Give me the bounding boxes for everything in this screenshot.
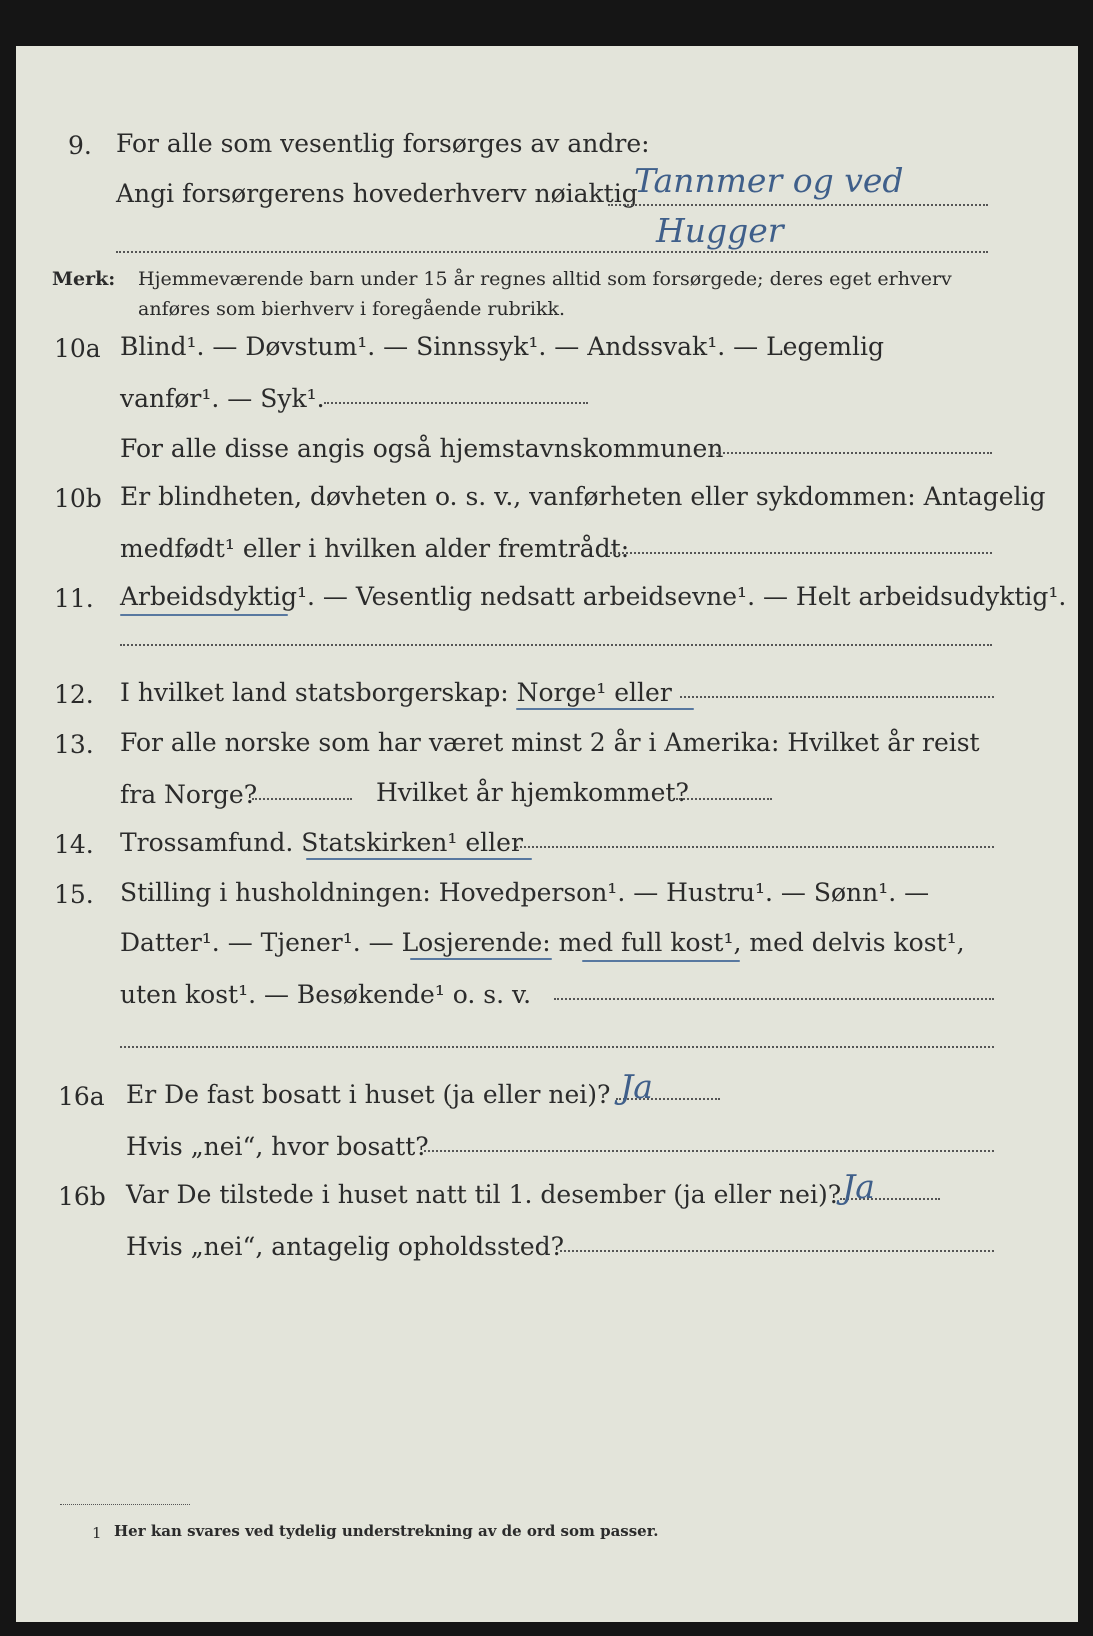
q16a-number: 16a	[58, 1082, 105, 1111]
q16b-line1: Var De tilstede i huset natt til 1. desember (ja eller nei)?	[126, 1180, 842, 1209]
q10a-line1: Blind¹. — Døvstum¹. — Sinnssyk¹. — Andssvak¹. — Legemlig	[120, 332, 884, 361]
q13-line2a: fra Norge?	[120, 780, 258, 809]
footnote-separator	[60, 1504, 190, 1505]
merk-label: Merk:	[52, 268, 116, 290]
q15-line3: uten kost¹. — Besøkende¹ o. s. v.	[120, 980, 532, 1009]
q9-answer-line	[608, 204, 988, 206]
q13-hjemkommet-line	[676, 798, 772, 800]
q12-line1: I hvilket land statsborgerskap: Norge¹ eller	[120, 678, 672, 707]
merk-line2: anføres som bierhverv i foregående rubrikk.	[138, 298, 566, 320]
q16b-handwritten-answer: Ja	[842, 1167, 875, 1206]
q16a-handwritten-answer: Ja	[620, 1067, 653, 1106]
q9-line1: For alle som vesentlig forsørges av andre:	[116, 129, 650, 158]
q12-number: 12.	[54, 680, 94, 709]
q15-line2: Datter¹. — Tjener¹. — Losjerende: med full kost¹, med delvis kost¹,	[120, 928, 965, 957]
q12-underline-mark	[516, 708, 694, 710]
q13-number: 13.	[54, 730, 94, 759]
q10a-number: 10a	[54, 334, 101, 363]
footnote-text: Her kan svares ved tydelig understrekning av de ord som passer.	[114, 1522, 659, 1540]
q12-answer-line	[680, 696, 994, 698]
q11-underline-mark	[120, 614, 288, 616]
q15-line1: Stilling i husholdningen: Hovedperson¹. — Hustru¹. — Sønn¹. —	[120, 878, 930, 907]
q16a-bosatt-line	[424, 1150, 994, 1152]
q16a-line1: Er De fast bosatt i huset (ja eller nei)?	[126, 1080, 611, 1109]
q9-line2: Angi forsørgerens hovederhverv nøiaktig	[116, 179, 638, 208]
q14-answer-line	[516, 846, 994, 848]
q9-number: 9.	[68, 131, 92, 160]
q10a-hjemstavn-line	[716, 452, 992, 454]
q16a-line2: Hvis „nei“, hvor bosatt?	[126, 1132, 429, 1161]
q13-reist-line	[252, 798, 352, 800]
q14-line1: Trossamfund. Statskirken¹ eller	[120, 828, 523, 857]
q10b-answer-line	[610, 552, 992, 554]
q15-answer-line-2	[120, 1046, 994, 1048]
q15-underline-losjerende	[410, 958, 552, 960]
q16b-number: 16b	[58, 1182, 106, 1211]
q14-number: 14.	[54, 830, 94, 859]
census-form-page	[16, 46, 1078, 1622]
q14-underline-mark	[306, 858, 532, 860]
q9-handwritten-answer-2: Hugger	[656, 211, 784, 250]
q11-number: 11.	[54, 584, 94, 613]
footnote-mark: 1	[92, 1524, 102, 1542]
q10a-line2: vanfør¹. — Syk¹.	[120, 384, 325, 413]
q9-answer-line-2	[116, 251, 988, 253]
q10b-line2: medfødt¹ eller i hvilken alder fremtrådt:	[120, 534, 630, 563]
q10b-number: 10b	[54, 484, 102, 513]
q11-line1: Arbeidsdyktig¹. — Vesentlig nedsatt arbeidsevne¹. — Helt arbeidsudyktig¹.	[120, 582, 1067, 611]
q15-number: 15.	[54, 880, 94, 909]
q16b-opholdssted-line	[560, 1250, 994, 1252]
q15-underline-full-kost	[582, 960, 740, 962]
q15-answer-line	[554, 998, 994, 1000]
q10b-line1: Er blindheten, døvheten o. s. v., vanførheten eller sykdommen: Antagelig	[120, 482, 1046, 511]
q11-answer-line	[120, 644, 992, 646]
q13-line2b: Hvilket år hjemkommet?	[376, 778, 689, 807]
merk-line1: Hjemmeværende barn under 15 år regnes alltid som forsørgede; deres eget erhverv	[138, 268, 952, 290]
q10a-syk-line	[324, 402, 588, 404]
q9-handwritten-answer-1: Tannmer og ved	[634, 161, 904, 200]
q16b-line2: Hvis „nei“, antagelig opholdssted?	[126, 1232, 565, 1261]
q13-line1: For alle norske som har været minst 2 år i Amerika: Hvilket år reist	[120, 728, 980, 757]
q10a-line3: For alle disse angis også hjemstavnskommunen	[120, 434, 724, 463]
